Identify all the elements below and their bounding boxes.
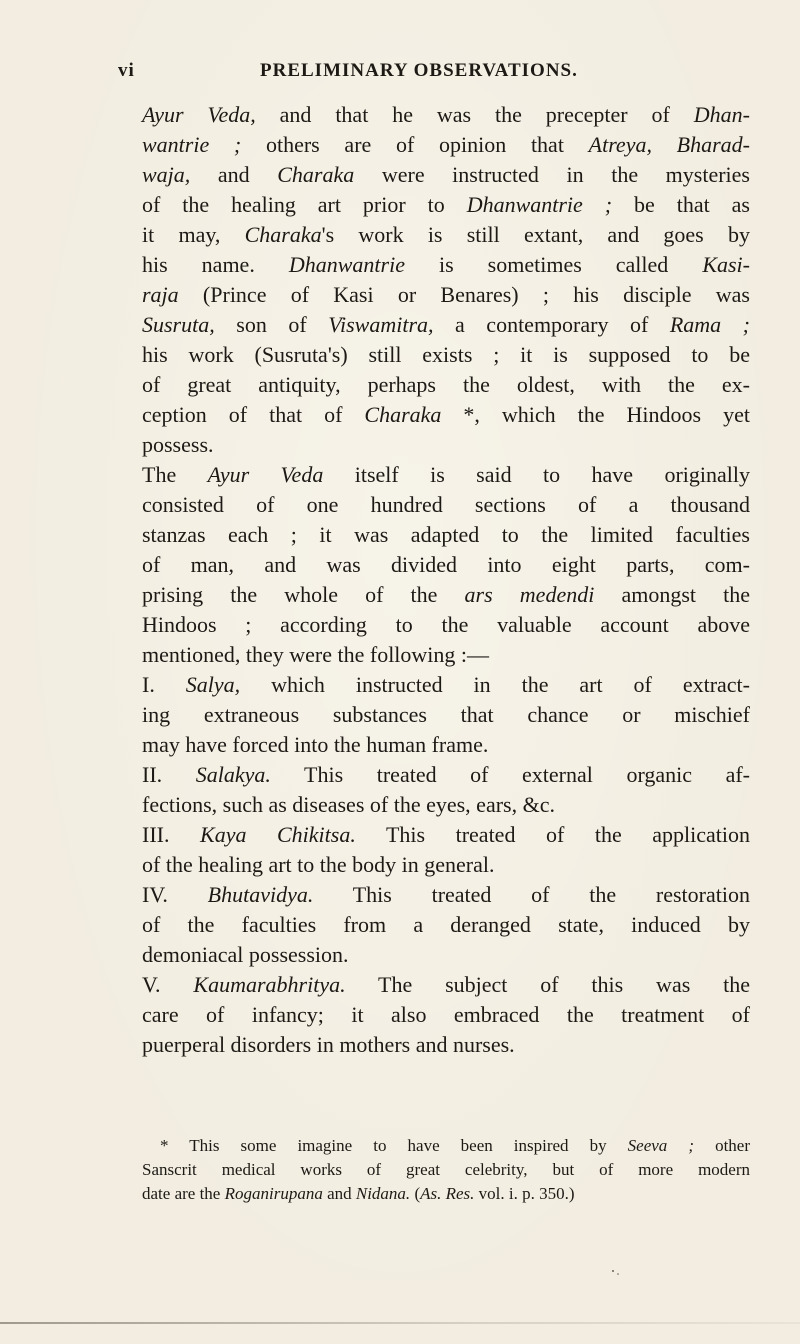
text-line [142, 610, 750, 640]
text-run: possess. [142, 432, 214, 457]
italic-term: Dhanwantrie ; [466, 192, 613, 217]
text-run: mentioned, they were the following :— [142, 642, 490, 667]
italic-term: Viswamitra, [328, 312, 434, 337]
text-line [142, 280, 750, 310]
text-line [142, 580, 750, 610]
text-line [142, 100, 750, 130]
text-line [142, 700, 750, 730]
section-name: Bhutavidya. [207, 882, 314, 907]
text-line [142, 250, 750, 280]
text-run: of the healing art prior to [142, 192, 467, 217]
text-run: fections, such as diseases of the eyes, ears, &c. [142, 792, 555, 817]
text-run: itself is said to have originally [323, 462, 750, 487]
italic-term: Atreya, Bharad- [588, 132, 750, 157]
text-line [142, 400, 750, 430]
text-line [142, 340, 750, 370]
italic-term: Dhanwantrie [288, 252, 405, 277]
section-heading-line [142, 880, 750, 910]
text-run: of the healing art to the body in general. [142, 852, 495, 877]
page-edge-shadow [0, 1322, 800, 1324]
text-run: *, which the Hindoos yet [441, 402, 750, 427]
text-run: a contemporary of [433, 312, 670, 337]
text-run: of great antiquity, perhaps the oldest, with the ex- [142, 372, 750, 397]
footnote-line [142, 1134, 750, 1158]
italic-term: wantrie ; [142, 132, 242, 157]
section-heading-line [142, 760, 750, 790]
italic-term: Nidana. [355, 1184, 411, 1203]
italic-term: Kasi- [702, 252, 750, 277]
text-run: his name. [142, 252, 289, 277]
page-header [110, 60, 740, 90]
text-line [142, 1030, 750, 1060]
text-run: This treated of the restoration [313, 882, 750, 907]
text-line [142, 370, 750, 400]
italic-term: As. Res. [420, 1184, 475, 1203]
section-number: V. [142, 972, 194, 997]
italic-term: Charaka [244, 222, 322, 247]
text-run: The subject of this was the [345, 972, 750, 997]
text-run: of man, and was divided into eight parts, com- [142, 552, 750, 577]
footnote-line [142, 1158, 750, 1182]
footnote-line [142, 1182, 750, 1206]
text-run: other [694, 1136, 750, 1155]
text-line [142, 640, 750, 670]
italic-term: Seeva ; [627, 1136, 695, 1155]
text-run: it may, [142, 222, 245, 247]
italic-term: Susruta, [142, 312, 215, 337]
running-title: PRELIMINARY OBSERVATIONS. [260, 60, 578, 81]
text-line [142, 550, 750, 580]
text-run: of the faculties from a deranged state, induced by [142, 912, 750, 937]
text-run: stanzas each ; it was adapted to the limited faculties [142, 522, 750, 547]
text-line [142, 490, 750, 520]
text-run: ( [410, 1184, 421, 1203]
main-text [142, 100, 750, 1060]
text-run: amongst the [594, 582, 750, 607]
text-line [142, 460, 750, 490]
text-line [142, 730, 750, 760]
italic-term: Rama ; [669, 312, 751, 337]
section-heading-line [142, 820, 750, 850]
section-number: I. [142, 672, 186, 697]
text-run: (Prince of Kasi or Benares) ; his disciple was [178, 282, 750, 307]
italic-term: waja, [142, 162, 191, 187]
text-run: and [190, 162, 278, 187]
text-line [142, 310, 750, 340]
text-run: ing extraneous substances that chance or mischief [142, 702, 750, 727]
text-run: be that as [612, 192, 750, 217]
text-line [142, 160, 750, 190]
text-line [142, 940, 750, 970]
text-run: This treated of external organic af- [270, 762, 751, 787]
paper-speck-marks [610, 1268, 622, 1280]
italic-term: Charaka [364, 402, 442, 427]
section-heading-line [142, 670, 750, 700]
italic-term: Ayur Veda [207, 462, 324, 487]
text-run: his work (Susruta's) still exists ; it is supposed to be [142, 342, 750, 367]
text-run: demoniacal possession. [142, 942, 349, 967]
text-line [142, 910, 750, 940]
text-run: others are of opinion that [241, 132, 589, 157]
speck [612, 1270, 614, 1272]
text-run: puerperal disorders in mothers and nurses. [142, 1032, 515, 1057]
text-line [142, 850, 750, 880]
text-line [142, 220, 750, 250]
text-line [142, 1000, 750, 1030]
italic-term: raja [142, 282, 179, 307]
section-name: Kaumarabhritya. [193, 972, 346, 997]
section-name: Kaya Chikitsa. [200, 822, 356, 847]
text-run: The [142, 462, 208, 487]
italic-term: Dhan- [693, 102, 750, 127]
text-run: prising the whole of the [142, 582, 465, 607]
italic-term: Roganirupana [224, 1184, 323, 1203]
text-run: Hindoos ; according to the valuable account above [142, 612, 750, 637]
footnote [142, 1134, 750, 1206]
section-heading-line [142, 970, 750, 1000]
text-run: which instructed in the art of extract- [240, 672, 750, 697]
section-number: II. [142, 762, 196, 787]
text-run: * This some imagine to have been inspired by [160, 1136, 628, 1155]
text-run: date are the [142, 1184, 225, 1203]
section-name: Salakya. [195, 762, 271, 787]
text-run: consisted of one hundred sections of a thousand [142, 492, 750, 517]
text-run: ception of that of [142, 402, 365, 427]
section-number: IV. [142, 882, 208, 907]
text-run: son of [214, 312, 329, 337]
section-name: Salya, [185, 672, 241, 697]
text-run: Sanscrit medical works of great celebrity, but of more modern [142, 1160, 750, 1179]
text-run: may have forced into the human frame. [142, 732, 489, 757]
text-run: 's work is still extant, and goes by [321, 222, 750, 247]
text-run: and that he was the precepter of [255, 102, 694, 127]
italic-term: Ayur Veda, [142, 102, 256, 127]
page-number: vi [118, 60, 135, 81]
text-run: and [322, 1184, 356, 1203]
text-line [142, 520, 750, 550]
italic-term: Charaka [277, 162, 355, 187]
text-line [142, 190, 750, 220]
text-line [142, 130, 750, 160]
italic-term: ars medendi [464, 582, 595, 607]
text-run: care of infancy; it also embraced the treatment of [142, 1002, 750, 1027]
text-run: is sometimes called [404, 252, 703, 277]
text-line [142, 790, 750, 820]
text-line [142, 430, 750, 460]
speck [617, 1273, 619, 1275]
text-run: vol. i. p. 350.) [474, 1184, 575, 1203]
text-run: This treated of the application [355, 822, 750, 847]
section-number: III. [142, 822, 201, 847]
text-run: were instructed in the mysteries [354, 162, 750, 187]
